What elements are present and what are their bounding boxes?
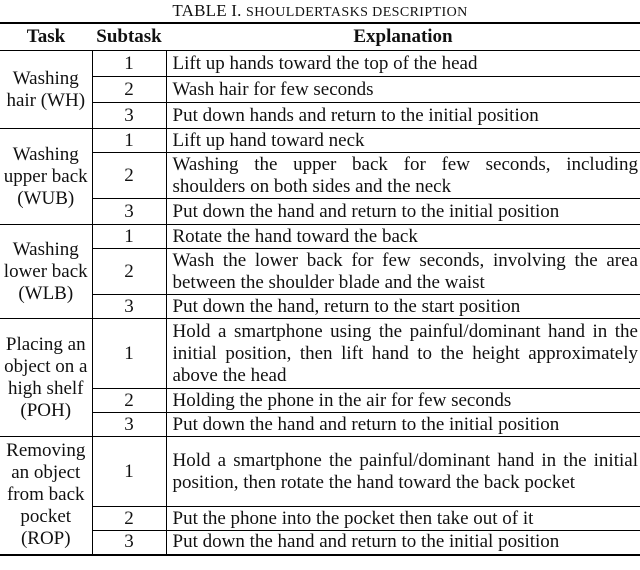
table-row [0, 295, 640, 319]
subtask-cell: 3 [92, 413, 166, 437]
task-cell: Placing an object on a high shelf (POH) [0, 319, 92, 437]
subtask-cell: 2 [92, 77, 166, 103]
shoulder-tasks-table [0, 22, 640, 556]
explanation-cell: Wash hair for few seconds [166, 77, 640, 103]
explanation-cell: Put down the hand and return to the initial position [166, 531, 640, 555]
explanation-cell: Lift up hand toward neck [166, 129, 640, 153]
table-row [0, 129, 640, 153]
table-caption [0, 0, 640, 22]
task-cell: Washing lower back (WLB) [0, 225, 92, 319]
explanation-cell: Put the phone into the pocket then take out of it [166, 507, 640, 531]
table-row [0, 225, 640, 249]
task-cell: Washing upper back (WUB) [0, 129, 92, 225]
explanation-cell: Hold a smartphone using the painful/dominant hand in the initial position, then lift hand to the height approximately above the head [166, 319, 640, 389]
table-row [0, 413, 640, 437]
subtask-cell: 3 [92, 531, 166, 555]
header-task: Task [0, 23, 92, 51]
subtask-cell: 1 [92, 437, 166, 507]
explanation-cell: Holding the phone in the air for few seconds [166, 389, 640, 413]
subtask-cell: 1 [92, 225, 166, 249]
explanation-cell: Put down the hand and return to the initial position [166, 413, 640, 437]
explanation-cell: Put down the hand, return to the start position [166, 295, 640, 319]
subtask-cell: 1 [92, 129, 166, 153]
header-explanation: Explanation [166, 23, 640, 51]
caption-label: TABLE I. [172, 1, 247, 20]
explanation-cell: Lift up hands toward the top of the head [166, 51, 640, 77]
caption-title: SHOULDERTASKS DESCRIPTION [246, 5, 468, 20]
explanation-cell: Rotate the hand toward the back [166, 225, 640, 249]
table-row [0, 199, 640, 225]
table-row [0, 319, 640, 389]
subtask-cell: 3 [92, 103, 166, 129]
explanation-cell: Wash the lower back for few seconds, involving the area between the shoulder blade and the waist [166, 249, 640, 295]
explanation-cell: Put down the hand and return to the initial position [166, 199, 640, 225]
task-cell: Removing an object from back pocket (ROP) [0, 437, 92, 555]
subtask-cell: 2 [92, 249, 166, 295]
subtask-cell: 3 [92, 199, 166, 225]
subtask-cell: 2 [92, 153, 166, 199]
table-row [0, 153, 640, 199]
table-row [0, 531, 640, 555]
table-row [0, 103, 640, 129]
task-cell: Washing hair (WH) [0, 51, 92, 129]
table-row [0, 437, 640, 507]
subtask-cell: 3 [92, 295, 166, 319]
table-row [0, 389, 640, 413]
table-row [0, 507, 640, 531]
subtask-cell: 1 [92, 319, 166, 389]
explanation-cell: Hold a smartphone the painful/dominant hand in the initial position, then rotate the hand toward the back pocket [166, 437, 640, 507]
table-header-row [0, 23, 640, 51]
subtask-cell: 2 [92, 389, 166, 413]
table-row [0, 249, 640, 295]
subtask-cell: 1 [92, 51, 166, 77]
explanation-cell: Washing the upper back for few seconds, including shoulders on both sides and the neck [166, 153, 640, 199]
explanation-cell: Put down hands and return to the initial position [166, 103, 640, 129]
table-row [0, 77, 640, 103]
header-subtask: Subtask [92, 23, 166, 51]
table-row [0, 51, 640, 77]
subtask-cell: 2 [92, 507, 166, 531]
